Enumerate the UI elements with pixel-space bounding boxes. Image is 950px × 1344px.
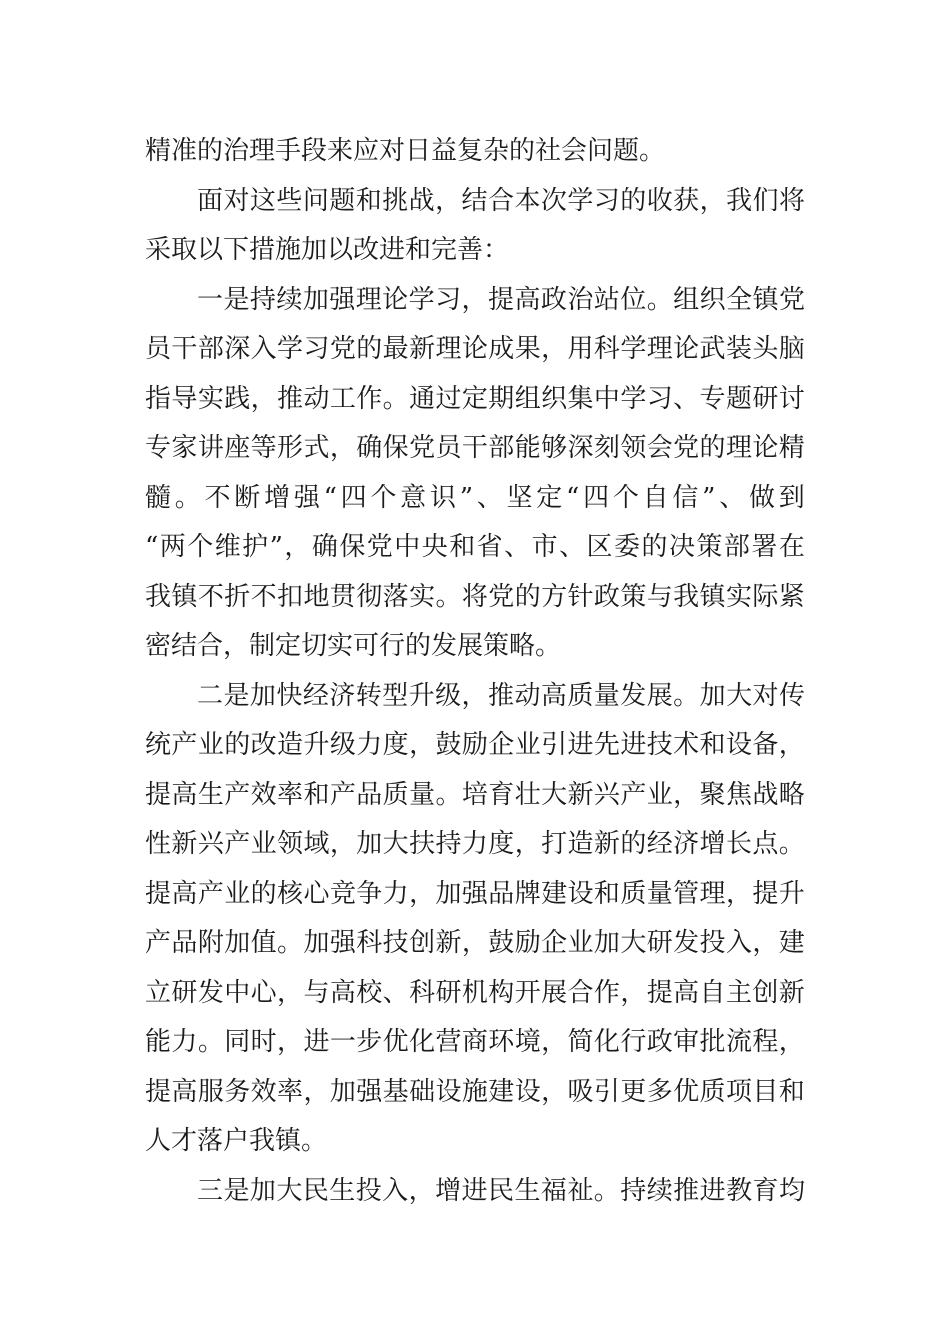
paragraph-line: 性 新 兴 产 业 领 域 ， 加 大 扶 持 力 度 ， 打 造 新 的 经 济 增 长 点 。	[145, 829, 805, 859]
paragraph-line: 专 家 讲 座 等 形 式 ， 确 保 党 员 干 部 能 够 深 刻 领 会 党 的 理 论 精	[145, 433, 805, 463]
paragraph-line: 我 镇 不 折 不 扣 地 贯 彻 落 实 。 将 党 的 方 针 政 策 与 我 镇 实 际 紧	[145, 581, 805, 612]
paragraph-line: 髓 。 不 断 增 强 “ 四 个 意 识 ” 、 坚 定 “ 四 个 自 信 ” 、 做 到	[145, 482, 805, 513]
paragraph-line: 产 品 附 加 值 。 加 强 科 技 创 新 ， 鼓 励 企 业 加 大 研 发 投 入 ， 建	[145, 928, 805, 958]
paragraph-line: 指 导 实 践 ， 推 动 工 作 。 通 过 定 期 组 织 集 中 学 习 、 专 题 研 讨	[145, 383, 805, 414]
paragraph-line: 人才落户我镇。	[145, 1126, 328, 1156]
paragraph-line: 提 高 生 产 效 率 和 产 品 质 量 。 培 育 壮 大 新 兴 产 业 ， 聚 焦 战 略	[145, 779, 805, 810]
paragraph-line: 统 产 业 的 改 造 升 级 力 度 ， 鼓 励 企 业 引 进 先 进 技 术 和 设 备 ，	[145, 730, 805, 760]
paragraph-first-line: 三 是 加 大 民 生 投 入 ， 增 进 民 生 福 祉 。 持 续 推 进 教 育 均	[197, 1175, 805, 1206]
paragraph-line: “ 两 个 维 护 ” ， 确 保 党 中 央 和 省 、 市 、 区 委 的 决 策 部 署 在	[145, 532, 805, 562]
paragraph-line: 采取以下措施加以改进和完善：	[145, 235, 510, 265]
paragraph-first-line: 面 对 这 些 问 题 和 挑 战 ， 结 合 本 次 学 习 的 收 获 ， 我 们 将	[197, 185, 805, 216]
paragraph-line: 提 高 产 业 的 核 心 竞 争 力 ， 加 强 品 牌 建 设 和 质 量 管 理 ， 提 升	[145, 878, 805, 909]
paragraph-line: 提 高 服 务 效 率 ， 加 强 基 础 设 施 建 设 ， 吸 引 更 多 优 质 项 目 和	[145, 1076, 805, 1107]
body-text	[145, 127, 805, 1216]
paragraph-line: 密结合，制定切实可行的发展策略。	[145, 631, 562, 661]
paragraph-line: 能 力 。 同 时 ， 进 一 步 优 化 营 商 环 境 ， 简 化 行 政 审 批 流 程 ，	[145, 1027, 805, 1057]
paragraph-line: 精准的治理手段来应对日益复杂的社会问题。	[145, 136, 666, 166]
paragraph-first-line: 二 是 加 快 经 济 转 型 升 级 ， 推 动 高 质 量 发 展 。 加 大 对 传	[197, 680, 805, 711]
paragraph-line: 立 研 发 中 心 ， 与 高 校 、 科 研 机 构 开 展 合 作 ， 提 高 自 主 创 新	[145, 977, 805, 1008]
paragraph-line: 员 干 部 深 入 学 习 党 的 最 新 理 论 成 果 ， 用 科 学 理 论 武 装 头 脑	[145, 334, 805, 364]
paragraph-first-line: 一 是 持 续 加 强 理 论 学 习 ， 提 高 政 治 站 位 。 组 织 全 镇 党	[197, 284, 805, 315]
